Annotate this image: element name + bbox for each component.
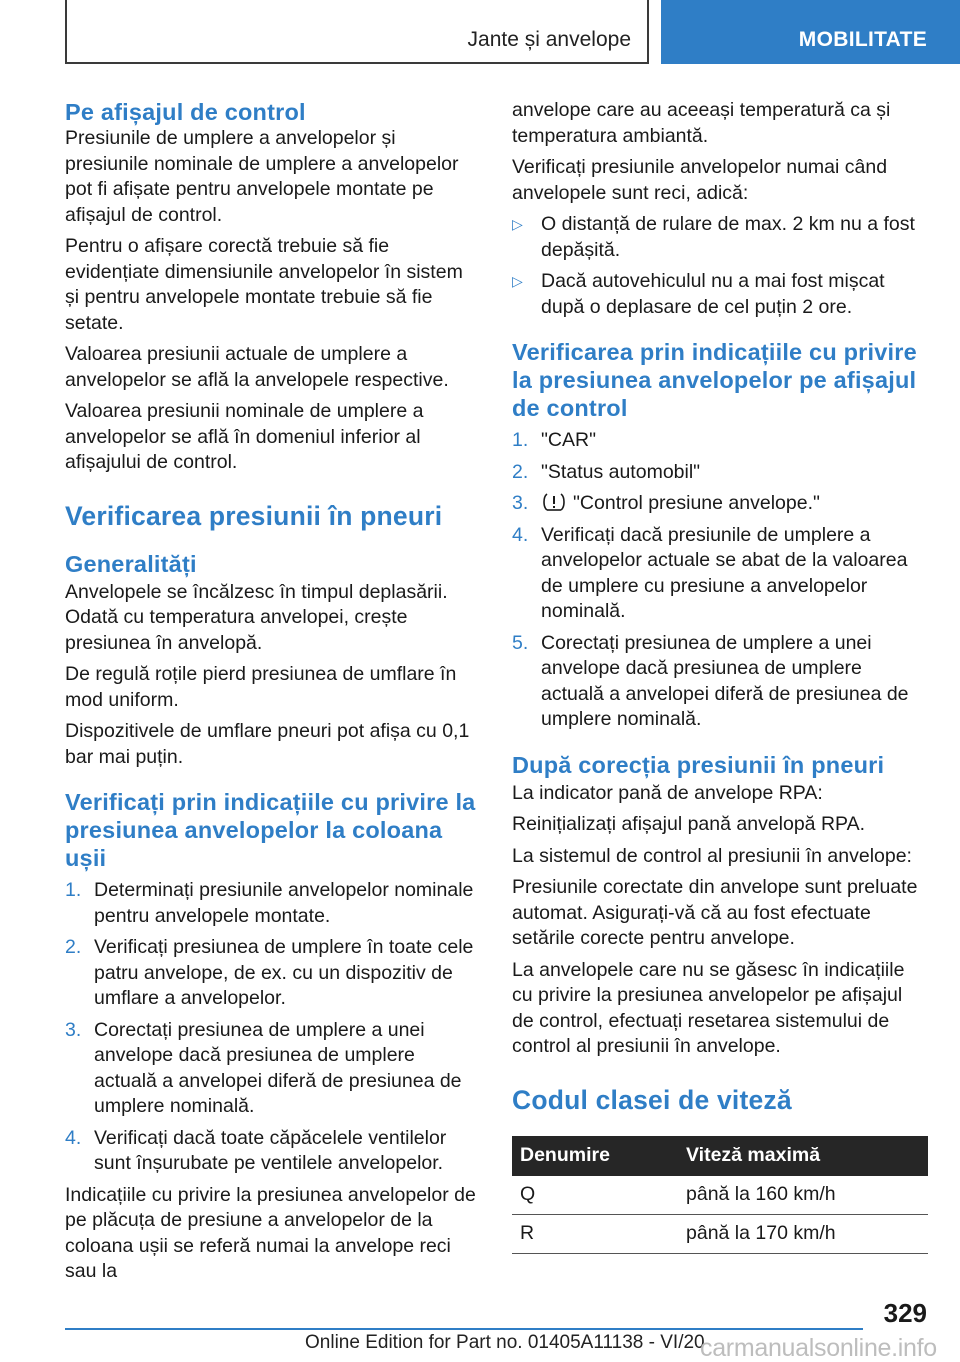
paragraph: La sistemul de control al presiunii în anvelope: bbox=[512, 844, 912, 867]
bullet-text: Dacă autovehiculul nu a mai fost mișcat după o deplasare de cel puțin 2 ore. bbox=[541, 270, 885, 318]
step-number: 4. bbox=[512, 523, 529, 546]
step-text: Verificați dacă presiunile de umplere a anvelopelor actuale se abat de la valoarea de umplere cu presiune a anvelopelor nominală. bbox=[541, 523, 908, 622]
step-number: 3. bbox=[512, 492, 529, 514]
step-number: 1. bbox=[65, 879, 82, 901]
cold-tire-conditions bbox=[512, 212, 928, 320]
paragraph: Verificați presiunile anvelopelor numai când anvelopele sunt reci, adică: bbox=[512, 156, 888, 204]
table-cell: Q bbox=[512, 1176, 678, 1215]
triangle-bullet-icon: ▷ bbox=[512, 273, 523, 289]
list-item bbox=[512, 428, 928, 454]
bullet-text: O distanță de rulare de max. 2 km nu a fost depășită. bbox=[541, 213, 915, 261]
list-item bbox=[512, 631, 928, 733]
step-text: "CAR" bbox=[541, 429, 597, 451]
display-check-steps bbox=[512, 428, 928, 733]
list-item bbox=[65, 1018, 480, 1120]
paragraph: Valoarea presiunii nominale de umplere a anvelopelor se află în domeniul inferior al afișajului de control. bbox=[65, 400, 424, 473]
table-row bbox=[512, 1176, 928, 1215]
paragraph: Valoarea presiunii actuale de umplere a anvelopelor se află la anvelopele respective. bbox=[65, 343, 449, 391]
column-header: Viteză maximă bbox=[678, 1136, 928, 1176]
heading-display: Pe afișajul de control bbox=[65, 99, 306, 125]
step-number: 5. bbox=[512, 631, 529, 654]
left-column bbox=[65, 98, 480, 1291]
heading-display-check: Verificarea prin indicațiile cu privire la presiunea anvelopelor pe afișajul de control bbox=[512, 339, 917, 421]
tire-pressure-warning-icon bbox=[541, 491, 567, 513]
door-pillar-steps bbox=[65, 878, 480, 1177]
list-item bbox=[65, 935, 480, 1012]
step-text: Verificați presiunea de umplere în toate cele patru anvelope, de ex. cu un dispozitiv de umflare a anvelopelor. bbox=[94, 936, 474, 1009]
chapter-tab bbox=[65, 0, 649, 64]
paragraph: anvelope care au aceeași temperatură ca și temperatura ambiantă. bbox=[512, 99, 891, 147]
paragraph: Presiunile corectate din anvelope sunt preluate automat. Asigurați-vă că au fost efectuate setările corecte pentru anvelope. bbox=[512, 876, 918, 949]
step-number: 4. bbox=[65, 1126, 82, 1149]
step-text: "Control presiune anvelope." bbox=[573, 492, 820, 514]
heading-door-pillar: Verificați prin indicațiile cu privire la presiunea anvelopelor la coloana ușii bbox=[65, 789, 476, 871]
step-number: 2. bbox=[65, 936, 82, 958]
heading-after-correction: După corecția presiunii în pneuri bbox=[512, 751, 885, 778]
paragraph: Anvelopele se încălzesc în timpul deplasării. Odată cu temperatura anvelopei, crește presiunea în anvelopă. bbox=[65, 580, 448, 654]
table-row bbox=[512, 1215, 928, 1254]
step-text: Verificați dacă toate căpăcelele ventilelor sunt înșurubate pe ventilele anvelopelor. bbox=[94, 1126, 447, 1174]
table-cell: până la 170 km/h bbox=[678, 1215, 928, 1254]
paragraph: La anvelopele care nu se găsesc în indicațiile cu privire la presiunea anvelopelor pe afișajul de control, efectuați resetarea sistemului de control al presiunii în anvelope. bbox=[512, 958, 905, 1057]
list-item bbox=[512, 491, 928, 517]
step-number: 2. bbox=[512, 460, 529, 483]
list-item bbox=[512, 460, 928, 486]
heading-speed-class: Codul clasei de viteză bbox=[512, 1084, 792, 1115]
list-item bbox=[512, 523, 928, 625]
footer-divider bbox=[65, 1328, 863, 1330]
chapter-title: Jante și anvelope bbox=[467, 28, 631, 51]
step-text: Corectați presiunea de umplere a unei anvelope dacă presiunea de umplere actuală a anvelopei diferă de presiunea de umplere nominală. bbox=[541, 631, 909, 730]
list-item bbox=[512, 269, 928, 320]
list-item bbox=[65, 1126, 480, 1177]
page-number: 329 bbox=[883, 1298, 927, 1328]
paragraph: Indicațiile cu privire la presiunea anvelopelor de pe plăcuța de presiune a anvelopelor de la coloana ușii se referă numai la anvelope reci sau la bbox=[65, 1183, 476, 1282]
paragraph: La indicator pană de anvelope RPA: bbox=[512, 781, 823, 804]
paragraph: Pentru o afișare corectă trebuie să fie evidențiate dimensiunile anvelopelor în sistem și pentru anvelopele montate trebuie să fie setate. bbox=[65, 235, 463, 334]
table-header-row bbox=[512, 1136, 928, 1176]
heading-general: Generalități bbox=[65, 550, 197, 577]
edition-footer: Online Edition for Part no. 01405A11138 - VI/20 bbox=[305, 1332, 705, 1353]
paragraph: Reinițializați afișajul pană anvelopă RPA. bbox=[512, 813, 866, 835]
table-cell: R bbox=[512, 1215, 678, 1254]
step-text: Corectați presiunea de umplere a unei anvelope dacă presiunea de umplere actuală a anvelopei diferă de presiunea de umplere nominală. bbox=[94, 1018, 462, 1117]
paragraph: Dispozitivele de umflare pneuri pot afișa cu 0,1 bar mai puțin. bbox=[65, 720, 470, 768]
list-item bbox=[65, 878, 480, 929]
paragraph: De regulă roțile pierd presiunea de umflare în mod uniform. bbox=[65, 663, 457, 711]
step-text: Determinați presiunile anvelopelor nominale pentru anvelopele montate. bbox=[94, 879, 474, 927]
section-title: MOBILITATE bbox=[798, 28, 927, 51]
step-number: 3. bbox=[65, 1018, 82, 1041]
step-number: 1. bbox=[512, 429, 529, 451]
speed-class-table bbox=[512, 1136, 928, 1255]
right-column bbox=[512, 98, 928, 1254]
triangle-bullet-icon: ▷ bbox=[512, 216, 523, 232]
paragraph: Presiunile de umplere a anvelopelor și presiunile nominale de umplere a anvelopelor pot fi afișate pentru anvelopele montate pe afișajul de control. bbox=[65, 127, 459, 226]
list-item bbox=[512, 212, 928, 263]
heading-check-pressure: Verificarea presiunii în pneuri bbox=[65, 500, 443, 531]
table-cell: până la 160 km/h bbox=[678, 1176, 928, 1215]
column-header: Denumire bbox=[512, 1136, 678, 1176]
section-tab bbox=[661, 0, 960, 64]
page-header bbox=[0, 0, 960, 66]
step-text: "Status automobil" bbox=[541, 460, 701, 483]
watermark: carmanualsonline.info bbox=[700, 1334, 937, 1362]
